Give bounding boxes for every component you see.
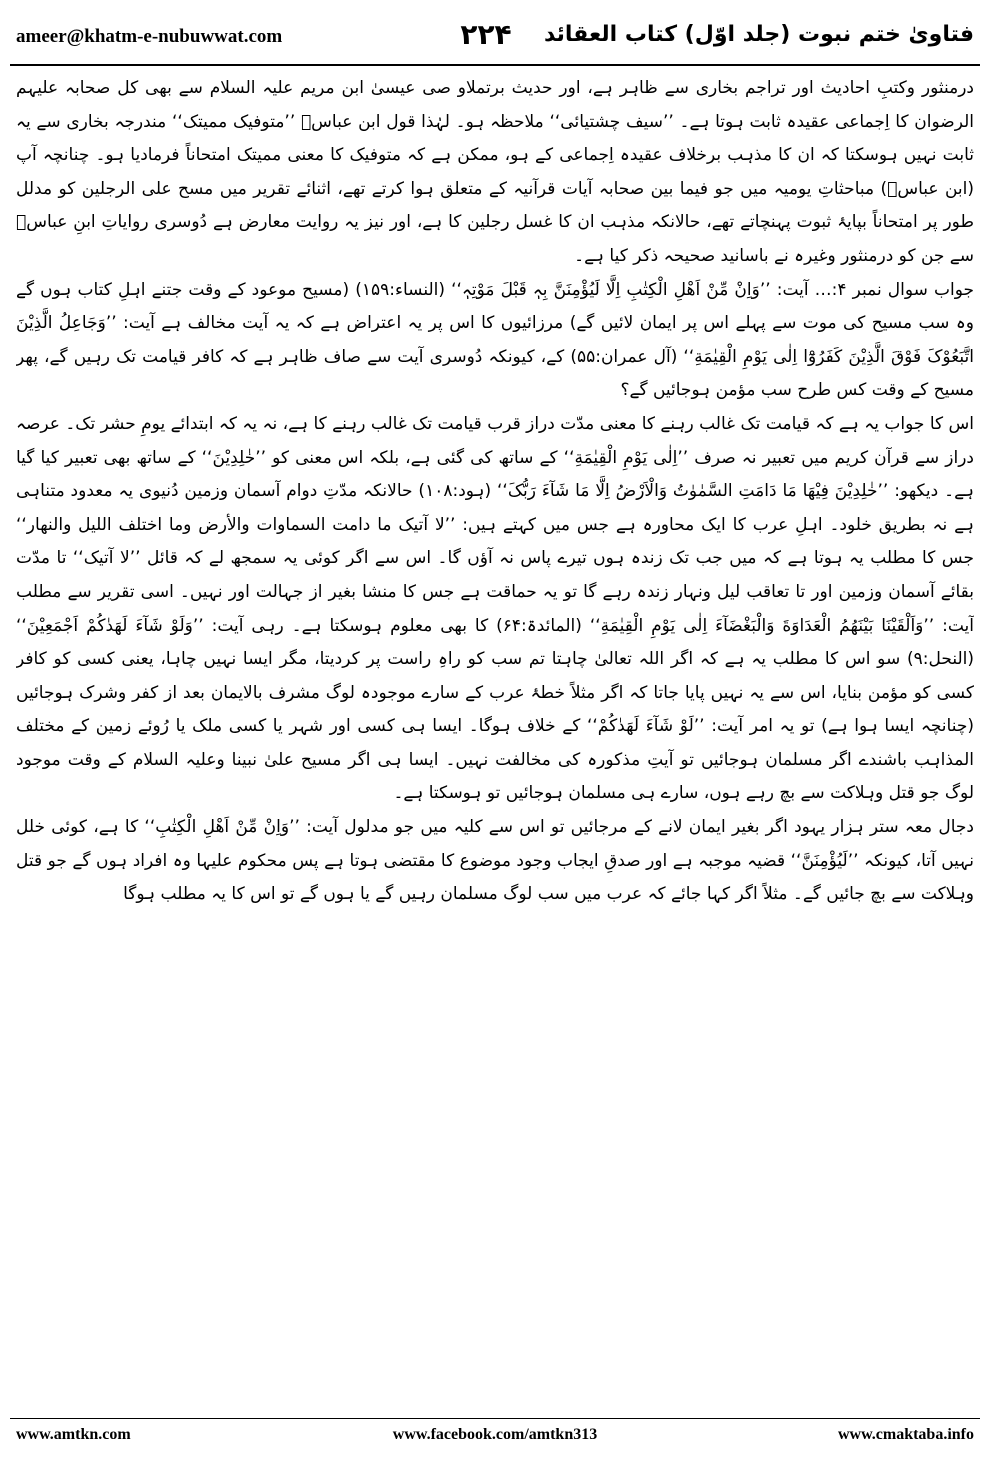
footer-link-facebook[interactable]: www.facebook.com/amtkn313	[392, 1426, 598, 1443]
header-email: ameer@khatm-e-nubuwwat.com	[16, 26, 283, 47]
header-divider	[10, 64, 980, 66]
paragraph-3: اس کا جواب یہ ہے کہ قیامت تک غالب رہنے کا معنی مدّت دراز قرب قیامت تک غالب رہنے کا ہے، نہ یہ کہ ابتدائے یومِ حشر تک۔ عرصہ دراز سے قرآن کریم میں تعبیر نہ صرف ’’اِلٰی یَوْمِ الْقِیٰمَةِ‘‘ کے ساتھ کی گئی ہے، بلکہ اس معنی کو ’’خٰلِدِیْنَ‘‘ کے ساتھ بھی تعبیر کیا گیا ہے۔ دیکھو: ’’خٰلِدِیْنَ فِیْھَا مَا دَامَتِ السَّمٰوٰتُ وَالْاَرْضُ اِلَّا مَا شَآءَ رَبُّکَ‘‘ (ہود:۱۰۸) حالانکہ مدّتِ دوام آسمان وزمین دُنیوی یہ معدود متناہی ہے نہ بطریق خلود۔ اہلِ عرب کا ایک محاورہ ہے جس میں کہتے ہیں: ’’لا آتیک ما دامت السماوات والأرض وما اختلف اللیل والنھار‘‘ جس کا مطلب یہ ہوتا ہے کہ میں جب تک زندہ ہوں تیرے پاس نہ آؤں گا۔ اس سے اگر کوئی یہ سمجھ لے کہ قائل ’’لا آتیک‘‘ تا مدّت بقائے آسمان وزمین اور تا تعاقب لیل ونہار زندہ رہے گا تو یہ حماقت ہے جس کا منشا بغیر از جہالت اور نہیں۔ اسی تقریر سے مطلب آیت: ’’وَاَلْقَیْنَا بَیْنَھُمُ الْعَدَاوَةَ وَالْبَغْضَآءَ اِلٰی یَوْمِ الْقِیٰمَةِ‘‘ (المائدۃ:۶۴) کا بھی معلوم ہوسکتا ہے۔ رہی آیت: ’’وَلَوْ شَآءَ لَھَدٰکُمْ اَجْمَعِیْنَ‘‘ (النحل:۹) سو اس کا مطلب یہ ہے کہ اگر اللہ تعالیٰ چاہتا تم سب کو راہِ راست پر کردیتا، مگر ایسا نہیں چاہا، یعنی کسی کو کافر کسی کو مؤمن بنایا، اس سے یہ نہیں پایا جاتا کہ اگر مثلاً خطۂ عرب کے سارے موجودہ لوگ مشرف بالایمان بعد از کفر وشرک ہوجائیں (چنانچہ ایسا ہوا ہے) تو یہ امر آیت: ’’لَوْ شَآءَ لَھَدٰکُمْ‘‘ کے خلاف ہوگا۔ ایسا ہی کسی اور شہر یا کسی ملک یا رُوئے زمین کے مختلف المذاہب باشندے اگر مسلمان ہوجائیں تو آیتِ مذکورہ کی مخالفت نہیں۔ ایسا ہی اگر مسیح علیٰ نبینا وعلیہ السلام کے وقت موجود لوگ جو قتل وہلاکت سے بچ رہے ہوں، سارے ہی مسلمان ہوجائیں تو ہوسکتا ہے۔	[16, 413, 974, 804]
footer-divider	[10, 1418, 980, 1419]
paragraph-1: درمنثور وکتبِ احادیث اور تراجم بخاری سے ظاہر ہے، اور حدیث برتملاو صی عیسیٰ ابن مریم علیہ السلام سے بھی کل صحابہ علیہم الرضوان کا اِجماعی عقیدہ ثابت ہوتا ہے۔ ’’سیف چشتیائی‘‘ ملاحظہ ہو۔ لہٰذا قول ابن عباسؓ ’’متوفیک ممیتک‘‘ مندرجہ بخاری سے یہ ثابت نہیں ہوسکتا کہ ان کا مذہب برخلاف عقیدہ اِجماعی کے ہو، ممکن ہے کہ متوفیک کا معنی ممیتک امتحاناً فرمادیا ہو۔ چنانچہ آپ (ابن عباسؓ) مباحثاتِ یومیہ میں جو فیما بین صحابہ آیات قرآنیہ کے متعلق ہوا کرتے تھے، اثنائے تقریر میں مسح علی الرجلین کو مدلل طور پر امتحاناً بپایۂ ثبوت پہنچاتے تھے، حالانکہ مذہب ان کا غسل رجلین کا ہے، اور نیز یہ روایت معارض ہے دُوسری روایاتِ ابنِ عباسؓ سے جن کو درمنثور وغیرہ نے باسانید صحیحہ ذکر کیا ہے۔	[16, 78, 974, 266]
page-header	[16, 18, 974, 62]
paragraph-4: دجال معہ ستر ہزار یہود اگر بغیر ایمان لانے کے مرجائیں تو اس سے کلیہ میں جو مدلول آیت: ’’وَاِنْ مِّنْ اَھْلِ الْکِتٰبِ‘‘ کا ہے، کوئی خلل نہیں آتا، کیونکہ ’’لَیُؤْمِنَنَّ‘‘ قضیہ موجبہ ہے اور صدقِ ایجاب وجود موضوع کا مقتضی ہوتا ہے پس محکوم علیہا وہ افراد ہوں گے جو قتل وہلاکت سے بچ جائیں گے۔ مثلاً اگر کہا جائے کہ عرب میں سب لوگ مسلمان رہیں گے یا ہوں گے تو اس کا یہ مطلب ہوگا	[16, 817, 974, 905]
page-footer	[16, 1426, 974, 1450]
paragraph-2: جواب سوال نمبر ۴:… آیت: ’’وَاِنْ مِّنْ اَھْلِ الْکِتٰبِ اِلَّا لَیُؤْمِنَنَّ بِہٖ قَبْلَ مَوْتِہٖ‘‘ (النساء:۱۵۹) (مسیح موعود کے وقت جتنے اہلِ کتاب ہوں گے وہ سب مسیح کی موت سے پہلے اس پر ایمان لائیں گے) مرزائیوں کا اس پر یہ اعتراض ہے کہ یہ آیت مخالف ہے آیت: ’’وَجَاعِلُ الَّذِیْنَ اتَّبَعُوْکَ فَوْقَ الَّذِیْنَ کَفَرُوْٓا اِلٰی یَوْمِ الْقِیٰمَةِ‘‘ (آل عمران:۵۵) کے، کیونکہ دُوسری آیت سے صاف ظاہر ہے کہ کافر قیامت تک رہیں گے، پھر مسیح کے وقت کس طرح سب مؤمن ہوجائیں گے؟	[16, 279, 974, 401]
header-page-number: ۲۲۴	[460, 18, 512, 51]
page-body	[16, 72, 974, 1412]
header-book-title: فتاویٰ ختم نبوت (جلد اوّل) کتاب العقائد	[543, 22, 974, 47]
footer-link-cmaktaba[interactable]: www.cmaktaba.info	[837, 1426, 974, 1443]
footer-link-amtkn[interactable]: www.amtkn.com	[16, 1426, 131, 1443]
